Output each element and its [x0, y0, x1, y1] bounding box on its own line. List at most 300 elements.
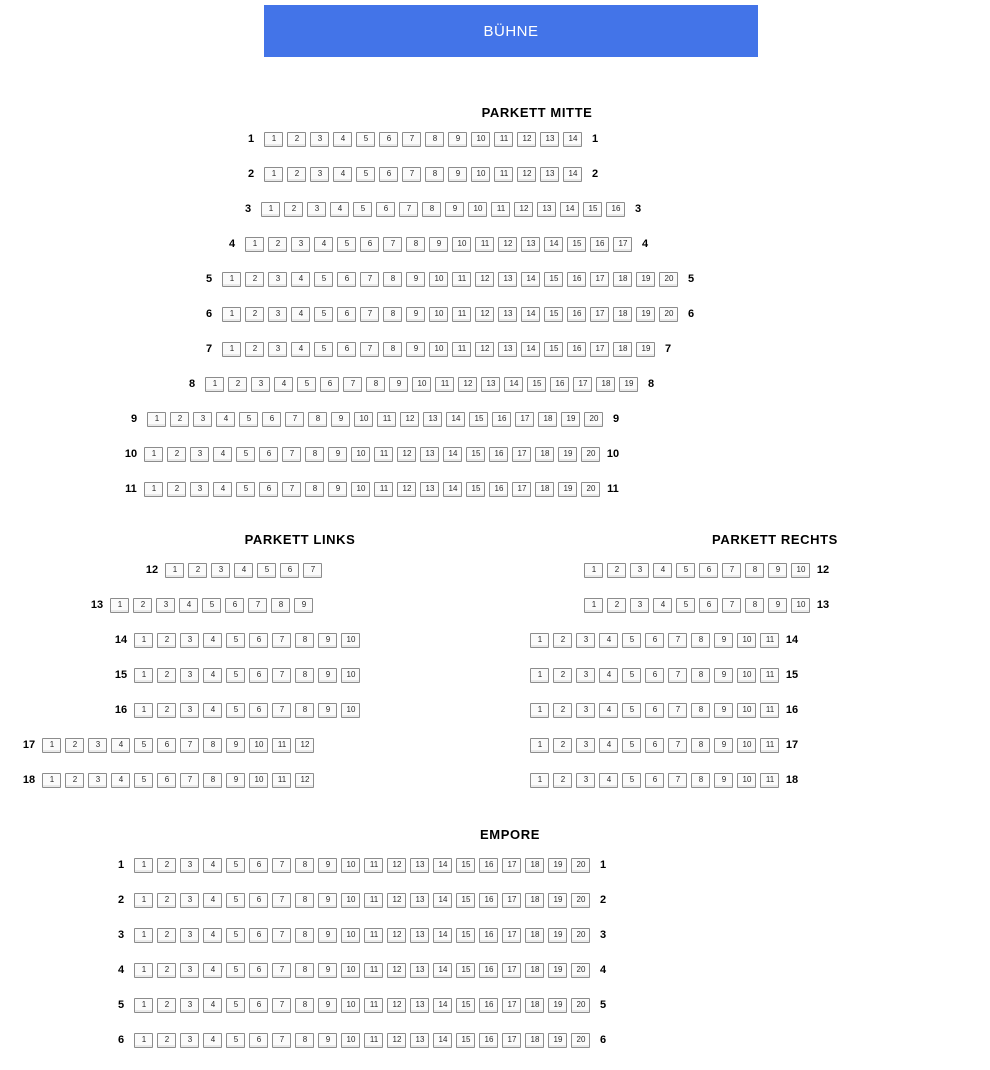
seat[interactable]: 2 — [157, 963, 176, 978]
seat[interactable]: 4 — [653, 598, 672, 613]
seat[interactable]: 2 — [245, 272, 264, 287]
seat[interactable]: 4 — [216, 412, 235, 427]
seat[interactable]: 19 — [548, 963, 567, 978]
seat[interactable]: 10 — [429, 307, 448, 322]
seat[interactable]: 2 — [553, 773, 572, 788]
seat[interactable]: 4 — [653, 563, 672, 578]
seat[interactable]: 3 — [630, 598, 649, 613]
seat[interactable]: 6 — [262, 412, 281, 427]
seat[interactable]: 4 — [213, 447, 232, 462]
seat[interactable]: 8 — [295, 858, 314, 873]
seat[interactable]: 2 — [553, 738, 572, 753]
seat[interactable]: 13 — [410, 963, 429, 978]
seat[interactable]: 18 — [613, 342, 632, 357]
seat[interactable]: 11 — [494, 167, 513, 182]
seat[interactable]: 9 — [318, 858, 337, 873]
seat[interactable]: 16 — [550, 377, 569, 392]
seat[interactable]: 2 — [157, 998, 176, 1013]
seat[interactable]: 19 — [548, 1033, 567, 1048]
seat[interactable]: 16 — [479, 963, 498, 978]
seat[interactable]: 10 — [412, 377, 431, 392]
seat[interactable]: 3 — [180, 858, 199, 873]
seat[interactable]: 5 — [622, 668, 641, 683]
seat[interactable]: 6 — [379, 167, 398, 182]
seat[interactable]: 4 — [599, 773, 618, 788]
seat[interactable]: 14 — [521, 342, 540, 357]
seat[interactable]: 10 — [737, 738, 756, 753]
seat[interactable]: 12 — [387, 858, 406, 873]
seat[interactable]: 11 — [364, 858, 383, 873]
seat[interactable]: 4 — [213, 482, 232, 497]
seat[interactable]: 11 — [272, 738, 291, 753]
seat[interactable]: 10 — [341, 703, 360, 718]
seat[interactable]: 2 — [553, 668, 572, 683]
seat[interactable]: 5 — [314, 272, 333, 287]
seat[interactable]: 2 — [188, 563, 207, 578]
seat[interactable]: 9 — [318, 928, 337, 943]
seat[interactable]: 8 — [295, 703, 314, 718]
seat[interactable]: 9 — [318, 668, 337, 683]
seat[interactable]: 19 — [561, 412, 580, 427]
seat[interactable]: 4 — [291, 342, 310, 357]
seat[interactable]: 5 — [202, 598, 221, 613]
seat[interactable]: 1 — [134, 893, 153, 908]
seat[interactable]: 16 — [479, 998, 498, 1013]
seat[interactable]: 9 — [318, 963, 337, 978]
seat[interactable]: 7 — [272, 963, 291, 978]
seat[interactable]: 4 — [599, 738, 618, 753]
seat[interactable]: 5 — [622, 773, 641, 788]
seat[interactable]: 5 — [226, 858, 245, 873]
seat[interactable]: 11 — [494, 132, 513, 147]
seat[interactable]: 1 — [144, 447, 163, 462]
seat[interactable]: 9 — [714, 773, 733, 788]
seat[interactable]: 1 — [134, 963, 153, 978]
seat[interactable]: 4 — [599, 703, 618, 718]
seat[interactable]: 5 — [226, 893, 245, 908]
seat[interactable]: 3 — [190, 482, 209, 497]
seat[interactable]: 15 — [583, 202, 602, 217]
seat[interactable]: 2 — [607, 598, 626, 613]
seat[interactable]: 12 — [397, 447, 416, 462]
seat[interactable]: 1 — [222, 342, 241, 357]
seat[interactable]: 4 — [111, 773, 130, 788]
seat[interactable]: 1 — [165, 563, 184, 578]
seat[interactable]: 11 — [364, 893, 383, 908]
seat[interactable]: 7 — [668, 633, 687, 648]
seat[interactable]: 19 — [636, 307, 655, 322]
seat[interactable]: 6 — [249, 998, 268, 1013]
seat[interactable]: 15 — [456, 1033, 475, 1048]
seat[interactable]: 8 — [691, 633, 710, 648]
seat[interactable]: 1 — [134, 668, 153, 683]
seat[interactable]: 11 — [760, 703, 779, 718]
seat[interactable]: 7 — [360, 342, 379, 357]
seat[interactable]: 14 — [433, 998, 452, 1013]
seat[interactable]: 2 — [157, 633, 176, 648]
seat[interactable]: 3 — [180, 703, 199, 718]
seat[interactable]: 17 — [502, 858, 521, 873]
seat[interactable]: 1 — [42, 738, 61, 753]
seat[interactable]: 11 — [760, 738, 779, 753]
seat[interactable]: 15 — [469, 412, 488, 427]
seat[interactable]: 2 — [287, 132, 306, 147]
seat[interactable]: 6 — [249, 893, 268, 908]
seat[interactable]: 16 — [479, 893, 498, 908]
seat[interactable]: 3 — [268, 272, 287, 287]
seat[interactable]: 19 — [636, 342, 655, 357]
seat[interactable]: 7 — [402, 167, 421, 182]
seat[interactable]: 9 — [226, 773, 245, 788]
seat[interactable]: 15 — [456, 893, 475, 908]
seat[interactable]: 14 — [443, 447, 462, 462]
seat[interactable]: 8 — [383, 307, 402, 322]
seat[interactable]: 12 — [387, 1033, 406, 1048]
seat[interactable]: 9 — [768, 563, 787, 578]
seat[interactable]: 9 — [294, 598, 313, 613]
seat[interactable]: 17 — [590, 342, 609, 357]
seat[interactable]: 9 — [406, 307, 425, 322]
seat[interactable]: 20 — [571, 928, 590, 943]
seat[interactable]: 9 — [714, 703, 733, 718]
seat[interactable]: 4 — [333, 167, 352, 182]
seat[interactable]: 3 — [211, 563, 230, 578]
seat[interactable]: 12 — [498, 237, 517, 252]
seat[interactable]: 12 — [397, 482, 416, 497]
seat[interactable]: 7 — [668, 703, 687, 718]
seat[interactable]: 8 — [295, 928, 314, 943]
seat[interactable]: 1 — [134, 998, 153, 1013]
seat[interactable]: 14 — [563, 167, 582, 182]
seat[interactable]: 16 — [492, 412, 511, 427]
seat[interactable]: 12 — [475, 307, 494, 322]
seat[interactable]: 8 — [305, 447, 324, 462]
seat[interactable]: 7 — [668, 773, 687, 788]
seat[interactable]: 12 — [387, 963, 406, 978]
seat[interactable]: 8 — [295, 998, 314, 1013]
seat[interactable]: 1 — [530, 738, 549, 753]
seat[interactable]: 10 — [341, 668, 360, 683]
seat[interactable]: 3 — [180, 668, 199, 683]
seat[interactable]: 4 — [330, 202, 349, 217]
seat[interactable]: 9 — [429, 237, 448, 252]
seat[interactable]: 2 — [228, 377, 247, 392]
seat[interactable]: 4 — [274, 377, 293, 392]
seat[interactable]: 10 — [341, 858, 360, 873]
seat[interactable]: 5 — [134, 738, 153, 753]
seat[interactable]: 9 — [448, 167, 467, 182]
seat[interactable]: 14 — [433, 928, 452, 943]
seat[interactable]: 14 — [521, 307, 540, 322]
seat[interactable]: 8 — [745, 598, 764, 613]
seat[interactable]: 12 — [387, 893, 406, 908]
seat[interactable]: 16 — [479, 858, 498, 873]
seat[interactable]: 11 — [364, 963, 383, 978]
seat[interactable]: 10 — [341, 893, 360, 908]
seat[interactable]: 3 — [180, 963, 199, 978]
seat[interactable]: 17 — [515, 412, 534, 427]
seat[interactable]: 1 — [134, 928, 153, 943]
seat[interactable]: 8 — [691, 703, 710, 718]
seat[interactable]: 6 — [699, 563, 718, 578]
seat[interactable]: 9 — [318, 703, 337, 718]
seat[interactable]: 7 — [248, 598, 267, 613]
seat[interactable]: 10 — [471, 132, 490, 147]
seat[interactable]: 1 — [530, 633, 549, 648]
seat[interactable]: 5 — [314, 342, 333, 357]
seat[interactable]: 10 — [341, 998, 360, 1013]
seat[interactable]: 3 — [88, 773, 107, 788]
seat[interactable]: 19 — [548, 928, 567, 943]
seat[interactable]: 7 — [399, 202, 418, 217]
seat[interactable]: 2 — [157, 858, 176, 873]
seat[interactable]: 15 — [466, 447, 485, 462]
seat[interactable]: 4 — [111, 738, 130, 753]
seat[interactable]: 13 — [498, 272, 517, 287]
seat[interactable]: 14 — [544, 237, 563, 252]
seat[interactable]: 5 — [314, 307, 333, 322]
seat[interactable]: 13 — [410, 893, 429, 908]
seat[interactable]: 1 — [222, 307, 241, 322]
seat[interactable]: 10 — [341, 963, 360, 978]
seat[interactable]: 1 — [245, 237, 264, 252]
seat[interactable]: 5 — [676, 598, 695, 613]
seat[interactable]: 17 — [590, 272, 609, 287]
seat[interactable]: 9 — [318, 1033, 337, 1048]
seat[interactable]: 17 — [502, 1033, 521, 1048]
seat[interactable]: 2 — [157, 703, 176, 718]
seat[interactable]: 4 — [203, 928, 222, 943]
seat[interactable]: 4 — [599, 668, 618, 683]
seat[interactable]: 3 — [190, 447, 209, 462]
seat[interactable]: 11 — [475, 237, 494, 252]
seat[interactable]: 7 — [360, 307, 379, 322]
seat[interactable]: 13 — [521, 237, 540, 252]
seat[interactable]: 8 — [691, 668, 710, 683]
seat[interactable]: 18 — [525, 963, 544, 978]
seat[interactable]: 18 — [525, 858, 544, 873]
seat[interactable]: 5 — [226, 928, 245, 943]
seat[interactable]: 20 — [571, 1033, 590, 1048]
seat[interactable]: 5 — [257, 563, 276, 578]
seat[interactable]: 6 — [360, 237, 379, 252]
seat[interactable]: 8 — [203, 738, 222, 753]
seat[interactable]: 6 — [645, 738, 664, 753]
seat[interactable]: 1 — [110, 598, 129, 613]
seat[interactable]: 6 — [320, 377, 339, 392]
seat[interactable]: 8 — [203, 773, 222, 788]
seat[interactable]: 12 — [517, 167, 536, 182]
seat[interactable]: 13 — [410, 998, 429, 1013]
seat[interactable]: 3 — [193, 412, 212, 427]
seat[interactable]: 6 — [379, 132, 398, 147]
seat[interactable]: 3 — [268, 307, 287, 322]
seat[interactable]: 16 — [590, 237, 609, 252]
seat[interactable]: 20 — [581, 447, 600, 462]
seat[interactable]: 5 — [134, 773, 153, 788]
seat[interactable]: 16 — [479, 928, 498, 943]
seat[interactable]: 5 — [622, 738, 641, 753]
seat[interactable]: 5 — [236, 482, 255, 497]
seat[interactable]: 14 — [446, 412, 465, 427]
seat[interactable]: 1 — [222, 272, 241, 287]
seat[interactable]: 18 — [613, 272, 632, 287]
seat[interactable]: 3 — [251, 377, 270, 392]
seat[interactable]: 6 — [337, 307, 356, 322]
seat[interactable]: 19 — [548, 893, 567, 908]
seat[interactable]: 9 — [714, 633, 733, 648]
seat[interactable]: 9 — [406, 272, 425, 287]
seat[interactable]: 7 — [272, 893, 291, 908]
seat[interactable]: 6 — [259, 447, 278, 462]
seat[interactable]: 14 — [504, 377, 523, 392]
seat[interactable]: 11 — [452, 307, 471, 322]
seat[interactable]: 4 — [179, 598, 198, 613]
seat[interactable]: 6 — [645, 633, 664, 648]
seat[interactable]: 10 — [452, 237, 471, 252]
seat[interactable]: 15 — [456, 963, 475, 978]
seat[interactable]: 4 — [203, 1033, 222, 1048]
seat[interactable]: 16 — [489, 482, 508, 497]
seat[interactable]: 6 — [645, 668, 664, 683]
seat[interactable]: 5 — [226, 703, 245, 718]
seat[interactable]: 15 — [456, 858, 475, 873]
seat[interactable]: 8 — [745, 563, 764, 578]
seat[interactable]: 17 — [512, 447, 531, 462]
seat[interactable]: 11 — [364, 998, 383, 1013]
seat[interactable]: 3 — [576, 668, 595, 683]
seat[interactable]: 3 — [576, 633, 595, 648]
seat[interactable]: 13 — [498, 342, 517, 357]
seat[interactable]: 13 — [420, 482, 439, 497]
seat[interactable]: 3 — [291, 237, 310, 252]
seat[interactable]: 9 — [714, 668, 733, 683]
seat[interactable]: 17 — [573, 377, 592, 392]
seat[interactable]: 3 — [630, 563, 649, 578]
seat[interactable]: 14 — [443, 482, 462, 497]
seat[interactable]: 17 — [502, 928, 521, 943]
seat[interactable]: 1 — [205, 377, 224, 392]
seat[interactable]: 9 — [714, 738, 733, 753]
seat[interactable]: 10 — [249, 773, 268, 788]
seat[interactable]: 2 — [65, 773, 84, 788]
seat[interactable]: 11 — [374, 482, 393, 497]
seat[interactable]: 4 — [333, 132, 352, 147]
seat[interactable]: 5 — [622, 703, 641, 718]
seat[interactable]: 6 — [645, 703, 664, 718]
seat[interactable]: 3 — [156, 598, 175, 613]
seat[interactable]: 10 — [737, 773, 756, 788]
seat[interactable]: 3 — [180, 1033, 199, 1048]
seat[interactable]: 3 — [88, 738, 107, 753]
seat[interactable]: 10 — [354, 412, 373, 427]
seat[interactable]: 4 — [599, 633, 618, 648]
seat[interactable]: 20 — [581, 482, 600, 497]
seat[interactable]: 4 — [203, 703, 222, 718]
seat[interactable]: 15 — [456, 928, 475, 943]
seat[interactable]: 16 — [567, 307, 586, 322]
seat[interactable]: 4 — [203, 668, 222, 683]
seat[interactable]: 8 — [295, 963, 314, 978]
seat[interactable]: 2 — [268, 237, 287, 252]
seat[interactable]: 7 — [272, 1033, 291, 1048]
seat[interactable]: 16 — [567, 342, 586, 357]
seat[interactable]: 9 — [318, 893, 337, 908]
seat[interactable]: 7 — [722, 563, 741, 578]
seat[interactable]: 11 — [452, 342, 471, 357]
seat[interactable]: 12 — [517, 132, 536, 147]
seat[interactable]: 2 — [553, 703, 572, 718]
seat[interactable]: 1 — [530, 773, 549, 788]
seat[interactable]: 8 — [383, 342, 402, 357]
seat[interactable]: 9 — [389, 377, 408, 392]
seat[interactable]: 15 — [544, 307, 563, 322]
seat[interactable]: 12 — [295, 773, 314, 788]
seat[interactable]: 18 — [535, 447, 554, 462]
seat[interactable]: 4 — [203, 963, 222, 978]
seat[interactable]: 4 — [203, 633, 222, 648]
seat[interactable]: 1 — [134, 703, 153, 718]
seat[interactable]: 12 — [295, 738, 314, 753]
seat[interactable]: 16 — [489, 447, 508, 462]
seat[interactable]: 3 — [180, 998, 199, 1013]
seat[interactable]: 14 — [563, 132, 582, 147]
seat[interactable]: 8 — [308, 412, 327, 427]
seat[interactable]: 5 — [337, 237, 356, 252]
seat[interactable]: 8 — [366, 377, 385, 392]
seat[interactable]: 13 — [540, 132, 559, 147]
seat[interactable]: 13 — [420, 447, 439, 462]
seat[interactable]: 10 — [468, 202, 487, 217]
seat[interactable]: 13 — [498, 307, 517, 322]
seat[interactable]: 20 — [571, 963, 590, 978]
seat[interactable]: 7 — [668, 668, 687, 683]
seat[interactable]: 8 — [691, 738, 710, 753]
seat[interactable]: 7 — [272, 858, 291, 873]
seat[interactable]: 18 — [525, 998, 544, 1013]
seat[interactable]: 6 — [645, 773, 664, 788]
seat[interactable]: 8 — [422, 202, 441, 217]
seat[interactable]: 10 — [791, 598, 810, 613]
seat[interactable]: 5 — [297, 377, 316, 392]
seat[interactable]: 9 — [226, 738, 245, 753]
seat[interactable]: 5 — [226, 998, 245, 1013]
seat[interactable]: 18 — [535, 482, 554, 497]
seat[interactable]: 2 — [553, 633, 572, 648]
seat[interactable]: 8 — [425, 167, 444, 182]
seat[interactable]: 13 — [481, 377, 500, 392]
seat[interactable]: 2 — [245, 307, 264, 322]
seat[interactable]: 10 — [429, 342, 448, 357]
seat[interactable]: 8 — [406, 237, 425, 252]
seat[interactable]: 5 — [622, 633, 641, 648]
seat[interactable]: 2 — [133, 598, 152, 613]
seat[interactable]: 16 — [567, 272, 586, 287]
seat[interactable]: 6 — [249, 1033, 268, 1048]
seat[interactable]: 11 — [272, 773, 291, 788]
seat[interactable]: 8 — [295, 1033, 314, 1048]
seat[interactable]: 12 — [387, 928, 406, 943]
seat[interactable]: 9 — [318, 633, 337, 648]
seat[interactable]: 10 — [341, 928, 360, 943]
seat[interactable]: 14 — [433, 858, 452, 873]
seat[interactable]: 10 — [351, 482, 370, 497]
seat[interactable]: 9 — [331, 412, 350, 427]
seat[interactable]: 11 — [377, 412, 396, 427]
seat[interactable]: 12 — [475, 342, 494, 357]
seat[interactable]: 14 — [433, 963, 452, 978]
seat[interactable]: 18 — [525, 928, 544, 943]
